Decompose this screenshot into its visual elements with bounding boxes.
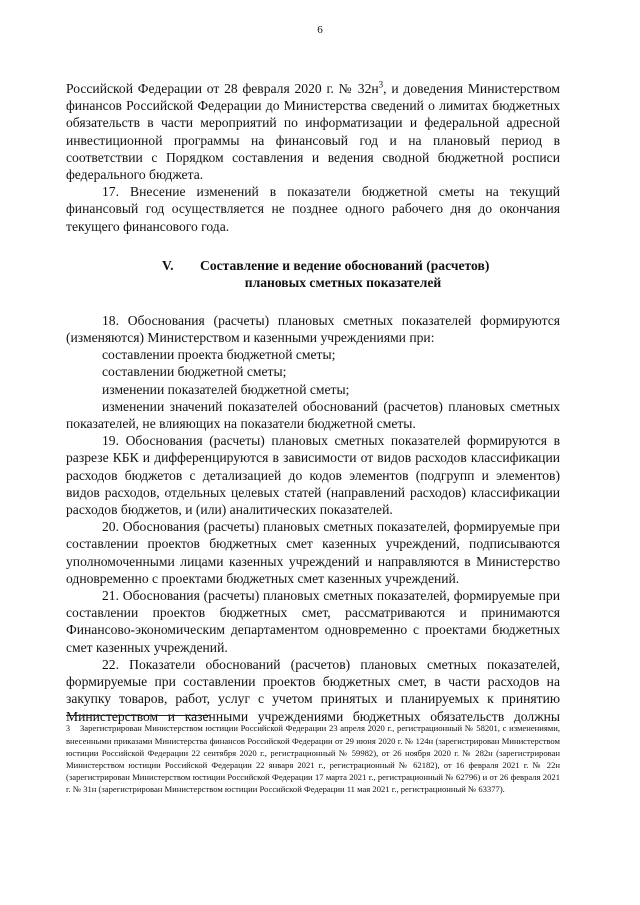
list-item: изменении значений показателей обоснований (расчетов) плановых сметных показателей, не влияющих на показатели бюджетной сметы. — [66, 398, 560, 432]
paragraph-22: 22. Показатели обоснований (расчетов) плановых сметных показателей, формируемые при составлении проектов бюджетных смет, в части расходов на закупку товаров, работ, услуг с учетом принятых и планируемых к принятию Министерством и казенными учреждениями бюджетных обязательств должны — [66, 656, 560, 724]
paragraph-20: 20. Обоснования (расчеты) плановых сметных показателей, формируемые при составлении проектов бюджетных смет казенных учреждений, подписываются уполномоченными лицами казенных учреждений и направляются в Министерство одновременно с проектами бюджетных смет казенных учреждений. — [66, 519, 560, 586]
page-number: 6 — [317, 24, 323, 36]
paragraph-text: Российской Федерации от 28 февраля 2020 г. № 32н — [66, 81, 379, 96]
section-number: V. — [162, 257, 174, 273]
footnote-reference: 3 — [378, 79, 384, 90]
paragraph-continuation — [66, 80, 560, 183]
footnote-text: Зарегистрирован Министерством юстиции Российской Федерации 23 апреля 2020 г., регистрационный № 58201, с изменениями, внесенными приказами Министерства финансов Российской Федерации от 29 июня 2020 г. № 124н (зарегистрирован Министерством юстиции Российской Федерации 22 сентября 2020 г., регистрационный № 59982), от 26 ноября 2020 г. № 282н (зарегистрирован Министерством юстиции Российской Федерации 22 января 2021 г., регистрационный № 62182), от 16 февраля 2021 г. № 22н (зарегистрирован Министерством юстиции Российской Федерации 17 марта 2021 г., регистрационный № 62796) и от 26 февраля 2021 г. № 31н (зарегистрирован Министерством юстиции Российской Федерации 11 мая 2021 г., регистрационный № 63377). — [66, 723, 560, 794]
footnote-mark: 3 — [66, 724, 70, 733]
paragraph-text: , и доведения Министерством финансов Российской Федерации до Министерства сведений о лимитах бюджетных обязательств в части мероприятий по информатизации и федеральной адресной инвестиционной программы на финансовый год и на плановый период в соответствии с Порядком составления и ведения сводной бюджетной росписи федерального бюджета. — [66, 81, 560, 183]
list-item: составлении бюджетной сметы; — [102, 364, 287, 380]
paragraph-18: 18. Обоснования (расчеты) плановых сметных показателей формируются (изменяются) Министерством и казенными учреждениями при: — [66, 312, 560, 346]
paragraph-21: 21. Обоснования (расчеты) плановых сметных показателей, формируемые при составлении проектов бюджетных смет, рассматриваются и принимаются Финансово-экономическим департаментом одновременно с проектами бюджетных смет казенных учреждений. — [66, 588, 560, 655]
list-item: изменении показателей бюджетной сметы; — [102, 381, 350, 397]
section-title-line2: плановых сметных показателей — [244, 274, 442, 290]
section-heading — [66, 257, 560, 291]
footnote — [66, 722, 560, 795]
list-item: составлении проекта бюджетной сметы; — [102, 347, 336, 363]
paragraph-17: 17. Внесение изменений в показатели бюджетной сметы на текущий финансовый год осуществляется не позднее одного рабочего дня до окончания текущего финансового года. — [66, 184, 560, 234]
section-title-line1: Составление и ведение обоснований (расчетов) — [200, 257, 490, 273]
document-body — [66, 80, 560, 725]
paragraph-19: 19. Обоснования (расчеты) плановых сметных показателей формируются в разрезе КБК и дифференцируются в зависимости от видов расходов классификации расходов бюджетов с детализацией до кодов элементов (подгрупп и элементов) видов расходов, отдельных целевых статей (направлений расходов) классификации расходов бюджетов, и (или) аналитических показателей. — [66, 433, 560, 518]
footnote-divider — [66, 715, 210, 716]
